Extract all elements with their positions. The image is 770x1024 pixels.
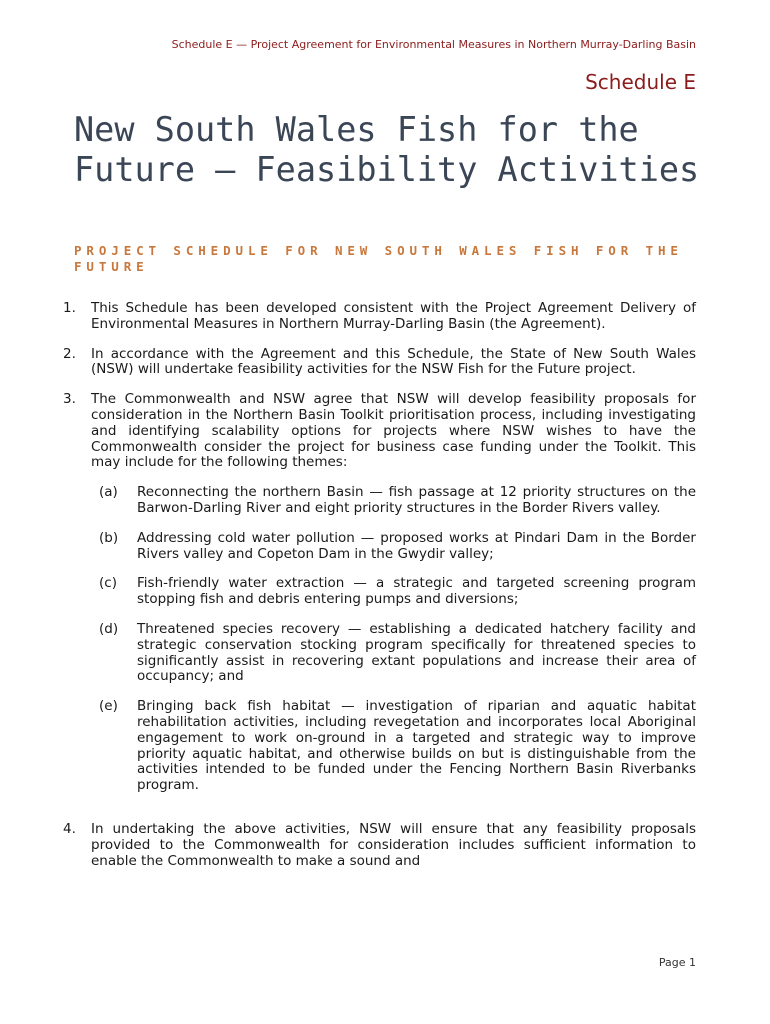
page-number: Page 1 (658, 956, 696, 969)
section-subtitle: PROJECT SCHEDULE FOR NEW SOUTH WALES FISH FOR THE FUTURE (74, 243, 683, 274)
clause-1 (60, 301, 696, 333)
clause-number: 1. (63, 300, 76, 316)
theme-letter: (e) (99, 698, 118, 715)
theme-text: Fish-friendly water extraction — a strategic and targeted screening program stopping fish and debris entering pumps and diversions; (137, 575, 696, 608)
theme-letter: (c) (99, 575, 117, 592)
theme-text: Reconnecting the northern Basin — fish passage at 12 priority structures on the Barwon-Darling River and eight priority structures in the Border Rivers valley. (137, 484, 696, 516)
clause-text: The Commonwealth and NSW agree that NSW will develop feasibility proposals for consideration in the Northern Basin Toolkit prioritisation process, including investigating and identifying scalability options for projects where NSW wishes to have the Commonwealth consider the project for business case funding under the Toolkit. This may include for the following themes: (91, 391, 696, 471)
themes-list (99, 485, 696, 794)
clause-number: 3. (63, 391, 76, 408)
clause-text: In accordance with the Agreement and this Schedule, the State of New South Wales (NSW) will undertake feasibility activities for the NSW Fish for the Future project. (91, 345, 696, 378)
clause-2 (60, 347, 696, 379)
page-title: New South Wales Fish for the Future — Feasibility Activities (74, 110, 700, 189)
theme-letter: (a) (99, 484, 118, 501)
theme-text: Addressing cold water pollution — proposed works at Pindari Dam in the Border Rivers valley and Copeton Dam in the Gwydir valley; (137, 529, 696, 562)
schedule-label: Schedule E (585, 70, 696, 94)
clause-text: In undertaking the above activities, NSW will ensure that any feasibility proposals provided to the Commonwealth for consideration includes sufficient information to enable the Commonwealth to make a sound and (91, 820, 696, 869)
clause-number: 4. (63, 820, 76, 837)
running-header: Schedule E — Project Agreement for Environmental Measures in Northern Murray-Darling Basin (171, 38, 696, 51)
clause-body (91, 392, 696, 808)
clause-3 (60, 392, 696, 808)
clause-4 (60, 822, 696, 869)
theme-item-b (99, 531, 696, 563)
document-body (60, 301, 696, 883)
theme-item-a (99, 485, 696, 517)
theme-item-e (99, 699, 696, 794)
theme-letter: (d) (99, 620, 119, 637)
theme-item-d (99, 622, 696, 685)
clause-number: 2. (63, 345, 76, 362)
theme-letter: (b) (99, 529, 119, 546)
clause-text: This Schedule has been developed consistent with the Project Agreement Delivery of Environmental Measures in Northern Murray-Darling Basin (the Agreement). (91, 300, 696, 332)
theme-item-c (99, 576, 696, 608)
theme-text: Threatened species recovery — establishing a dedicated hatchery facility and strategic conservation stocking program specifically for threatened species to significantly assist in recovering extant populations and increase their area of occupancy; and (137, 620, 696, 685)
theme-text: Bringing back fish habitat — investigation of riparian and aquatic habitat rehabilitation activities, including revegetation and incorporates local Aboriginal engagement to work on-ground in a targeted and strategic way to improve priority aquatic habitat, and otherwise builds on but is distinguishable from the activities intended to be funded under the Fencing Northern Basin Riverbanks program. (137, 698, 696, 794)
